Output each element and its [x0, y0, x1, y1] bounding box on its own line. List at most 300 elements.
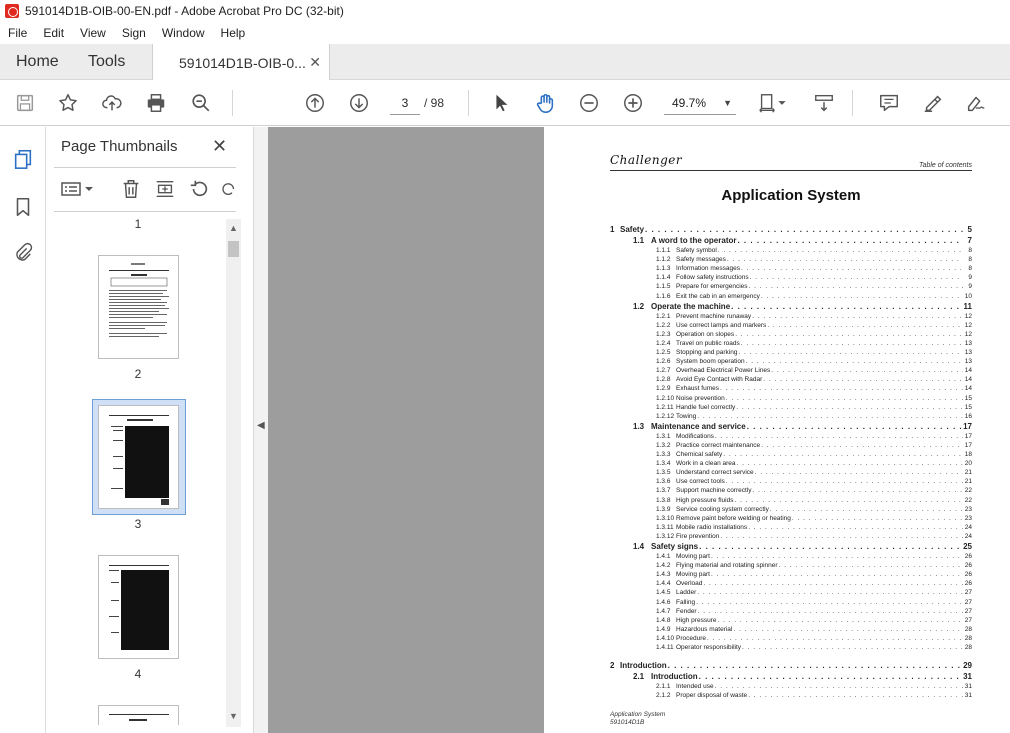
toc-entry[interactable]: [610, 683, 972, 690]
toc-entry-text: Prevent machine runaway: [676, 312, 752, 320]
toc-leader-dots: [736, 404, 963, 411]
save-icon[interactable]: [13, 91, 37, 115]
toc-entry-number: 1.2.4: [656, 339, 671, 347]
document-view[interactable]: [268, 127, 1010, 733]
toc-entry[interactable]: [610, 580, 972, 587]
page-up-icon[interactable]: [303, 91, 327, 115]
toc-leader-dots: [726, 395, 963, 402]
footer-title: Application System: [610, 711, 666, 718]
toolbar-separator: [468, 90, 469, 116]
toc-entry[interactable]: [610, 422, 972, 431]
toc-entry-text: Moving part: [676, 571, 710, 579]
toc-leader-dots: [738, 349, 963, 356]
toc-entry-text: Safety messages: [676, 256, 726, 264]
scroll-mode-icon[interactable]: [812, 91, 836, 115]
navigation-rail: [0, 127, 46, 733]
toc-entry-text: Prepare for emergencies: [676, 283, 748, 291]
panel-divider: [54, 167, 236, 168]
toc-leader-dots: [741, 265, 963, 272]
toc-entry-text: Practice correct maintenance: [676, 441, 761, 449]
toc-entry-page: 17: [963, 421, 972, 431]
toc-entry-number: 2.1.1: [656, 683, 671, 691]
toc-entry-page: 26: [964, 553, 972, 560]
zoom-level-select[interactable]: [664, 91, 736, 115]
toc-entry-page: 17: [964, 432, 972, 440]
toc-entry-number: 1.4.7: [656, 607, 671, 615]
extract-page-icon[interactable]: [154, 177, 176, 201]
acrobat-logo-icon: [5, 4, 19, 18]
toc-entry-number: 1.1.6: [656, 292, 671, 300]
collapse-left-icon[interactable]: ◀: [257, 420, 265, 431]
toc-entry-text: Operation on slopes: [676, 330, 735, 338]
toc-entry[interactable]: [610, 524, 972, 531]
toc-leader-dots: [734, 497, 963, 504]
menu-view[interactable]: View: [80, 26, 106, 40]
hand-tool-icon[interactable]: [533, 91, 557, 115]
toc-leader-dots: [703, 580, 963, 587]
toc-entry-number: 1.4: [633, 542, 645, 551]
toc-entry-page: 9: [968, 274, 972, 282]
toc-entry[interactable]: [610, 626, 972, 633]
toc-entry-number: 1.1.4: [656, 274, 671, 282]
menu-help[interactable]: Help: [220, 26, 246, 40]
toc-entry[interactable]: [610, 265, 972, 272]
toc-entry[interactable]: [610, 469, 972, 476]
toc-leader-dots: [755, 469, 963, 476]
toc-entry-text: Safety symbol: [676, 247, 717, 254]
toc-entry[interactable]: [610, 599, 972, 606]
toc-entry-page: 23: [964, 514, 972, 522]
toc-entry-number: 1.1.3: [656, 265, 671, 273]
highlight-icon[interactable]: [921, 91, 945, 115]
toc-entry-page: 14: [964, 376, 972, 384]
toc-entry-number: 1.1.5: [656, 283, 671, 291]
toc-entry-text: Remove paint before welding or heating: [676, 514, 791, 522]
toc-leader-dots: [727, 256, 963, 263]
toc-entry-text: Maintenance and service: [651, 421, 746, 431]
toc-entry[interactable]: [610, 331, 972, 338]
tab-document-label: 591014D1B-OIB-0...: [179, 54, 306, 71]
pdf-page: [544, 127, 1010, 733]
toc-entry-number: 1.4.11: [656, 644, 674, 651]
toc-leader-dots: [737, 236, 963, 245]
toc-entry[interactable]: [610, 385, 972, 392]
toc-entry[interactable]: [610, 274, 972, 281]
toc-entry[interactable]: [610, 395, 972, 402]
toc-entry-page: 13: [964, 339, 972, 347]
toc-entry[interactable]: [610, 635, 972, 642]
menu-edit[interactable]: Edit: [43, 26, 65, 40]
toc-entry-number: 1.2.10: [656, 394, 675, 402]
page-down-icon[interactable]: [347, 91, 371, 115]
toolbar-separator: [232, 90, 233, 116]
menu-file[interactable]: File: [8, 26, 28, 40]
page-thumbnails-panel: [46, 127, 253, 733]
toc-entry-page: 8: [968, 256, 972, 264]
toc-leader-dots: [731, 302, 962, 311]
toc-entry-number: 1.4.2: [656, 562, 671, 570]
toc-entry-page: 12: [964, 321, 972, 329]
toc-entry-text: Towing: [676, 412, 697, 420]
toc-leader-dots: [753, 487, 963, 494]
zoom-out-icon[interactable]: [577, 91, 601, 115]
page-total: / 98: [424, 96, 445, 110]
panel-collapse-strip[interactable]: [253, 127, 268, 733]
toc-entry-page: 21: [964, 478, 972, 486]
toc-entry-text: Chemical safety: [676, 451, 723, 458]
toc-entry-number: 1.1.2: [656, 256, 671, 264]
bookmarks-icon[interactable]: [11, 195, 35, 219]
attachments-icon[interactable]: [11, 241, 35, 265]
toc-entry-text: Follow safety instructions: [676, 274, 749, 282]
toc-entry[interactable]: [610, 236, 972, 245]
toc-entry-text: Use correct tools: [676, 478, 725, 486]
toc-entry-page: 27: [964, 598, 972, 606]
rotate-counterclockwise-icon[interactable]: [188, 177, 210, 201]
toc-entry-page: 18: [964, 451, 972, 458]
toc-entry[interactable]: [610, 589, 972, 596]
toc-entry-page: 31: [964, 692, 972, 700]
thumbnail-page-5[interactable]: [98, 705, 179, 725]
toc-entry-page: 10: [964, 292, 972, 300]
chevron-down-icon: ▼: [723, 98, 732, 108]
toc-entry-number: 1.2.7: [656, 367, 671, 375]
menu-window[interactable]: Window: [161, 26, 205, 40]
panel-title: Page Thumbnails: [61, 138, 178, 155]
toc-entry[interactable]: [610, 349, 972, 356]
toc-entry-page: 31: [964, 683, 972, 691]
toc-entry[interactable]: [610, 313, 972, 320]
print-icon[interactable]: [144, 91, 168, 115]
toc-leader-dots: [749, 283, 963, 290]
toc-entry-number: 1.2.2: [656, 321, 671, 329]
toc-leader-dots: [771, 367, 963, 374]
toc-entry[interactable]: [610, 442, 972, 449]
toc-entry-page: 14: [964, 367, 972, 375]
toc-entry[interactable]: [610, 553, 972, 560]
toc-entry-page: 27: [964, 589, 972, 597]
toc-entry[interactable]: [610, 692, 972, 699]
toc-leader-dots: [735, 331, 963, 338]
toc-leader-dots: [707, 635, 963, 642]
toc-entry[interactable]: [610, 283, 972, 290]
toc-entry-page: 22: [964, 496, 972, 504]
toc-entry-page: 20: [964, 460, 972, 468]
panel-divider: [54, 211, 236, 212]
toc-entry-text: High pressure: [676, 616, 717, 624]
toc-entry-page: 8: [968, 265, 972, 273]
toc-leader-dots: [792, 515, 963, 522]
toc-leader-dots: [750, 274, 963, 281]
toc-entry-number: 1.4.6: [656, 598, 671, 606]
toc-entry[interactable]: [610, 340, 972, 347]
zoom-search-icon[interactable]: [189, 91, 213, 115]
toc-entry[interactable]: [610, 293, 972, 300]
thumbnail-page-4[interactable]: [98, 555, 179, 659]
toc-entry-page: 11: [963, 301, 972, 311]
toolbar-separator: [852, 90, 853, 116]
toc-leader-dots: [720, 533, 963, 540]
toc-entry[interactable]: [610, 533, 972, 540]
toc-entry[interactable]: [610, 542, 972, 551]
toc-entry-number: 1.4.8: [656, 616, 671, 624]
title-bar: [0, 0, 1010, 22]
toc-leader-dots: [748, 692, 963, 699]
toc-entry-text: Fire prevention: [676, 532, 720, 540]
toc-leader-dots: [668, 661, 962, 670]
toc-entry-page: 14: [964, 385, 972, 393]
toc-entry-text: Operator responsibility: [676, 644, 742, 651]
toc-entry-page: 17: [964, 441, 972, 449]
toc-leader-dots: [748, 524, 963, 531]
toc-entry-number: 1.4.5: [656, 589, 671, 597]
toc-entry-page: 16: [964, 412, 972, 420]
scroll-up-icon[interactable]: ▲: [229, 223, 238, 233]
toc-entry[interactable]: [610, 487, 972, 494]
thumbnail-2-preview: [99, 256, 178, 358]
toc-entry-number: 1.3.11: [656, 523, 674, 531]
thumbnail-label-2: 2: [134, 367, 142, 381]
toc-entry-number: 1.2.8: [656, 376, 671, 384]
toc-entry-text: Information messages: [676, 265, 740, 273]
toc-leader-dots: [779, 562, 963, 569]
toc-entry-page: 13: [964, 358, 972, 366]
toc-entry-text: Overhead Electrical Power Lines: [676, 367, 771, 375]
page-number-input[interactable]: 3: [390, 91, 420, 115]
toc-entry-text: Work in a clean area: [676, 460, 736, 468]
toc-entry[interactable]: [610, 433, 972, 440]
toc-entry-text: Support machine correctly: [676, 487, 752, 495]
toc-entry-number: 1.3.6: [656, 478, 671, 486]
toc-entry-text: Travel on public roads: [676, 339, 740, 347]
toc-leader-dots: [742, 644, 963, 651]
toc-entry-number: 1.3.8: [656, 496, 671, 504]
toc-entry-text: Safety signs: [651, 542, 699, 551]
toc-entry[interactable]: [610, 413, 972, 420]
menu-sign[interactable]: Sign: [121, 26, 146, 40]
toc-entry[interactable]: [610, 367, 972, 374]
toc-entry[interactable]: [610, 672, 972, 681]
zoom-in-icon[interactable]: [621, 91, 645, 115]
toc-entry-text: Overload: [676, 580, 703, 588]
toc-entry-number: 1.3.3: [656, 451, 671, 458]
tab-document[interactable]: [152, 44, 330, 81]
chevron-down-icon[interactable]: [776, 91, 788, 115]
thumbnail-5-preview: [99, 706, 178, 725]
close-icon[interactable]: ✕: [212, 136, 228, 156]
toc-entry-number: 1.2.1: [656, 312, 671, 320]
toc-entry[interactable]: [610, 608, 972, 615]
toc-entry[interactable]: [610, 617, 972, 624]
toc-entry-text: Introduction: [651, 672, 698, 682]
toc-leader-dots: [711, 553, 963, 560]
toc-leader-dots: [699, 542, 962, 551]
toc-entry-number: 1.3.4: [656, 460, 671, 468]
toc-leader-dots: [726, 478, 963, 485]
toc-entry-text: Flying material and rotating spinner: [676, 562, 778, 570]
toc-leader-dots: [720, 385, 963, 392]
toc-entry-number: 1: [610, 225, 615, 234]
toc-leader-dots: [645, 225, 963, 234]
toc-entry-page: 22: [964, 487, 972, 495]
toc-entry-number: 1.3.10: [656, 514, 675, 522]
toc-entry-text: Fender: [676, 607, 697, 615]
delete-page-icon[interactable]: [120, 177, 142, 201]
toc-entry-text: Exit the cab in an emergency: [676, 292, 760, 300]
toc-leader-dots: [761, 442, 963, 449]
toc-entry-text: Safety: [620, 225, 645, 234]
toc-leader-dots: [715, 683, 963, 690]
toc-entry[interactable]: [610, 302, 972, 311]
toc-entry[interactable]: [610, 358, 972, 365]
thumbnail-label-3: 3: [134, 517, 142, 531]
toc-entry[interactable]: [610, 451, 972, 458]
toc-entry-text: Handle fuel correctly: [676, 403, 736, 411]
toc-entry[interactable]: [610, 376, 972, 383]
toc-entry-number: 1.1.1: [656, 247, 671, 254]
toc-entry-text: Understand correct service: [676, 469, 754, 477]
toc-entry[interactable]: [610, 515, 972, 522]
toc-entry-number: 1.3.12: [656, 532, 675, 540]
toc-entry-text: Stopping and parking: [676, 349, 738, 356]
toc-entry-page: 29: [963, 661, 972, 671]
toc-entry[interactable]: [610, 247, 972, 254]
page-header-section: Table of contents: [918, 162, 972, 169]
toc-entry[interactable]: [610, 478, 972, 485]
toc-leader-dots: [752, 313, 963, 320]
toc-entry[interactable]: [610, 322, 972, 329]
toc-entry-number: 1.1: [633, 236, 645, 245]
toc-leader-dots: [699, 672, 962, 681]
toc-entry-number: 1.3.2: [656, 441, 671, 449]
toc-entry-number: 1.2.9: [656, 385, 671, 393]
toc-entry-page: 31: [963, 672, 972, 682]
toc-entry[interactable]: [610, 562, 972, 569]
toc-leader-dots: [697, 413, 963, 420]
toc-leader-dots: [741, 340, 963, 347]
thumbnail-label-4: 4: [134, 667, 142, 681]
zoom-level-value: 49.7%: [672, 96, 707, 110]
toc-entry-text: Use correct lamps and markers: [676, 321, 767, 329]
toc-leader-dots: [770, 506, 963, 513]
toc-entry-text: Avoid Eye Contact with Radar: [676, 376, 763, 384]
sign-icon[interactable]: [964, 91, 988, 115]
footer-code: 591014D1B: [610, 719, 645, 726]
toc-entry-text: Operate the machine: [651, 301, 731, 311]
toc-entry-page: 27: [964, 616, 972, 624]
toc-leader-dots: [763, 376, 963, 383]
tab-bar: [0, 44, 1010, 80]
toc-leader-dots: [747, 422, 962, 431]
tab-close-icon[interactable]: ✕: [309, 54, 321, 70]
toc-entry-number: 1.2.6: [656, 358, 671, 366]
thumbnail-options-icon[interactable]: [60, 177, 94, 201]
toc-entry-number: 1.3: [633, 421, 645, 431]
toc-entry[interactable]: [610, 661, 972, 670]
toc-entry-number: 1.2.11: [656, 403, 674, 411]
toc-leader-dots: [733, 626, 963, 633]
toc-entry-page: 7: [967, 236, 972, 245]
rotate-clockwise-icon[interactable]: [220, 177, 238, 201]
toc-entry-text: High pressure fluids: [676, 496, 734, 504]
toc-leader-dots: [761, 293, 963, 300]
comment-icon[interactable]: [877, 91, 901, 115]
toc-entry-text: Hazardous material: [676, 625, 733, 633]
toc-entry-page: 28: [964, 644, 972, 651]
toc-entry-page: 25: [963, 542, 972, 551]
toc-entry-page: 15: [964, 394, 972, 402]
toc-entry-number: 1.3.7: [656, 487, 671, 495]
toc-leader-dots: [698, 608, 963, 615]
toc-entry-text: Intended use: [676, 683, 714, 691]
scrollbar-thumb[interactable]: [228, 241, 239, 257]
upload-icon[interactable]: [100, 91, 124, 115]
scroll-down-icon[interactable]: ▼: [229, 711, 238, 721]
toc-entry-page: 21: [964, 469, 972, 477]
toc-leader-dots: [696, 599, 963, 606]
toc-entry-page: 15: [964, 403, 972, 411]
toc-entry-page: 13: [964, 349, 972, 356]
header-rule: [610, 170, 972, 171]
thumbnail-4-preview: [99, 556, 178, 658]
toc-entry-page: 26: [964, 562, 972, 570]
toc-entry[interactable]: [610, 225, 972, 234]
toc-entry[interactable]: [610, 404, 972, 411]
thumbnail-page-2[interactable]: [98, 255, 179, 359]
toc-entry[interactable]: [610, 256, 972, 263]
thumbnail-label-1: 1: [134, 217, 142, 231]
toc-entry-number: 1.2: [633, 301, 645, 311]
toc-entry-text: Mobile radio installations: [676, 523, 748, 531]
toc-entry-page: 26: [964, 580, 972, 588]
toc-entry-page: 23: [964, 505, 972, 513]
thumbnail-3-preview: [99, 406, 178, 508]
toc-entry-text: Exhaust fumes: [676, 385, 719, 393]
toc-entry-number: 2.1.2: [656, 692, 671, 700]
thumbnail-scrollbar[interactable]: [226, 219, 241, 727]
bookmark-star-icon[interactable]: [56, 91, 80, 115]
toc-entry-text: Ladder: [676, 589, 697, 597]
toc-entry-number: 1.3.5: [656, 469, 671, 477]
window-title: 591014D1B-OIB-00-EN.pdf - Adobe Acrobat Pro DC (32-bit): [25, 4, 344, 18]
toc-entry[interactable]: [610, 460, 972, 467]
select-arrow-icon[interactable]: [489, 91, 513, 115]
toc-entry-page: 28: [964, 625, 972, 633]
toc-entry[interactable]: [610, 506, 972, 513]
toc-leader-dots: [746, 358, 963, 365]
toc-entry-text: Procedure: [676, 634, 706, 642]
menu-bar: [0, 22, 1010, 44]
page-thumbnails-icon[interactable]: [11, 147, 35, 171]
toc-entry[interactable]: [610, 571, 972, 578]
toc-entry-text: System boom operation: [676, 358, 745, 366]
toc-leader-dots: [717, 617, 963, 624]
toc-entry-text: Noise prevention: [676, 394, 725, 402]
toc-leader-dots: [697, 589, 963, 596]
tab-home[interactable]: Home: [16, 53, 59, 70]
main-toolbar: [0, 80, 1010, 126]
toc-entry-number: 1.4.4: [656, 580, 671, 588]
thumbnail-page-3[interactable]: [98, 405, 179, 509]
tab-tools[interactable]: Tools: [88, 53, 126, 70]
toc-entry-text: Service cooling system correctly: [676, 505, 769, 513]
toc-entry-number: 1.2.5: [656, 349, 671, 356]
toc-entry[interactable]: [610, 497, 972, 504]
toc-entry-text: Moving part: [676, 553, 710, 560]
toc-entry-number: 1.4.10: [656, 634, 675, 642]
toc-entry-text: Introduction: [620, 661, 667, 671]
toc-entry[interactable]: [610, 644, 972, 651]
